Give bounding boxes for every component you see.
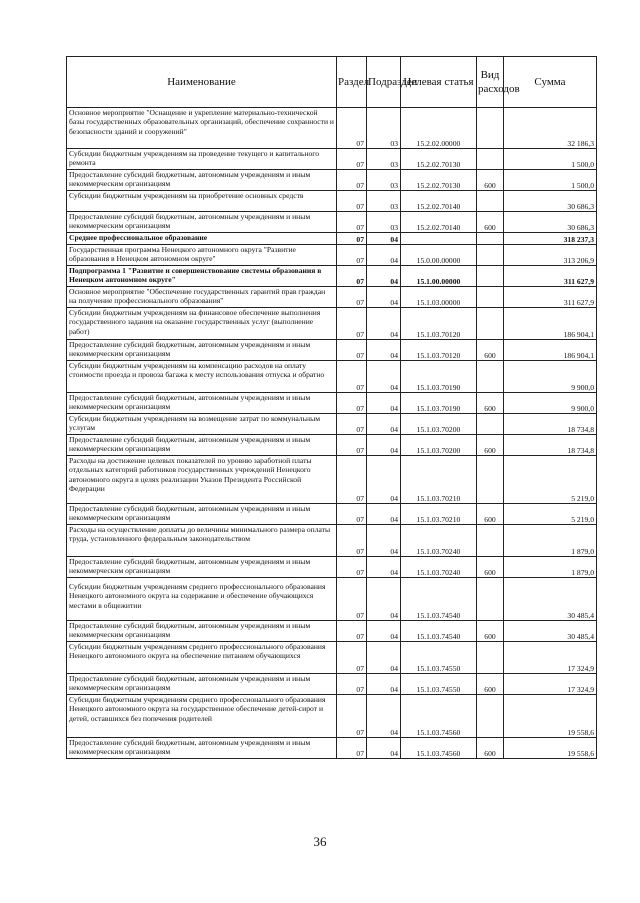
table-row [67, 266, 597, 287]
row-expense-type [477, 233, 504, 245]
row-subsection: 04 [367, 245, 401, 266]
row-expense-type: 600 [477, 674, 504, 695]
row-section: 07 [337, 504, 367, 525]
row-section: 07 [337, 557, 367, 578]
table-row [67, 621, 597, 642]
row-name: Расходы на осуществление доплаты до величины минимального размера оплаты труда, установленного федеральным законодательством [67, 525, 337, 557]
row-target-article: 15.1.03.74540 [401, 578, 477, 621]
table-row [67, 642, 597, 674]
header-section: Раздел [337, 57, 367, 108]
row-subsection: 04 [367, 578, 401, 621]
page-number: 36 [313, 834, 327, 849]
row-target-article: 15.2.02.70140 [401, 191, 477, 212]
row-section: 07 [337, 308, 367, 340]
row-subsection: 04 [367, 525, 401, 557]
row-amount: 30 485,4 [504, 621, 597, 642]
row-section: 07 [337, 456, 367, 504]
table-row [67, 435, 597, 456]
row-name: Предоставление субсидий бюджетным, автономным учреждениям и иным некоммерческим организациям [67, 393, 337, 414]
table-row [67, 108, 597, 149]
row-name: Среднее профессиональное образование [67, 233, 337, 245]
row-subsection: 04 [367, 621, 401, 642]
row-expense-type [477, 414, 504, 435]
row-section: 07 [337, 414, 367, 435]
row-expense-type: 600 [477, 170, 504, 191]
row-expense-type [477, 149, 504, 170]
row-amount: 17 324,9 [504, 642, 597, 674]
row-expense-type: 600 [477, 557, 504, 578]
row-subsection: 04 [367, 414, 401, 435]
row-expense-type [477, 245, 504, 266]
row-section: 07 [337, 642, 367, 674]
row-section: 07 [337, 191, 367, 212]
row-name: Предоставление субсидий бюджетным, автономным учреждениям и иным некоммерческим организациям [67, 557, 337, 578]
row-name: Государственная программа Ненецкого автономного округа "Развитие образования в Ненецком автономном округе" [67, 245, 337, 266]
row-name: Предоставление субсидий бюджетным, автономным учреждениям и иным некоммерческим организациям [67, 170, 337, 191]
row-target-article: 15.2.02.00000 [401, 108, 477, 149]
row-target-article: 15.1.03.70200 [401, 435, 477, 456]
row-expense-type: 600 [477, 340, 504, 361]
row-expense-type: 600 [477, 621, 504, 642]
row-name: Субсидии бюджетным учреждениям среднего профессионального образования Ненецкого автономного округа на государственное обеспечение детей-сирот и детей, оставшихся без попечения родителей [67, 695, 337, 738]
row-subsection: 04 [367, 266, 401, 287]
row-section: 07 [337, 621, 367, 642]
row-expense-type [477, 108, 504, 149]
table-row [67, 674, 597, 695]
table-row [67, 456, 597, 504]
row-target-article: 15.1.03.00000 [401, 287, 477, 308]
table-row [67, 233, 597, 245]
row-expense-type [477, 456, 504, 504]
row-section: 07 [337, 393, 367, 414]
row-target-article: 15.1.03.74540 [401, 621, 477, 642]
row-amount: 5 219,0 [504, 456, 597, 504]
row-name: Расходы на достижение целевых показателей по уровню заработной платы отдельных категорий работников государственных учреждений Ненецкого автономного округа в целях реализации Указов Президента Российской Федерации [67, 456, 337, 504]
header-amount: Сумма [504, 57, 597, 108]
table-row [67, 170, 597, 191]
row-target-article: 15.1.03.70240 [401, 525, 477, 557]
row-subsection: 04 [367, 233, 401, 245]
row-subsection: 03 [367, 191, 401, 212]
row-subsection: 03 [367, 149, 401, 170]
row-subsection: 04 [367, 695, 401, 738]
row-name: Субсидии бюджетным учреждениям на финансовое обеспечение выполнения государственного задания на оказание государственных услуг (выполнение работ) [67, 308, 337, 340]
row-amount: 186 904,1 [504, 308, 597, 340]
row-name: Основное мероприятие "Обеспечение государственных гарантий прав граждан на получение профессионального образования" [67, 287, 337, 308]
row-target-article: 15.1.03.70240 [401, 557, 477, 578]
budget-table [66, 56, 597, 759]
row-target-article: 15.2.02.70140 [401, 212, 477, 233]
row-target-article: 15.1.03.70190 [401, 361, 477, 393]
row-expense-type: 600 [477, 393, 504, 414]
row-section: 07 [337, 435, 367, 456]
row-section: 07 [337, 578, 367, 621]
row-name: Предоставление субсидий бюджетным, автономным учреждениям и иным некоммерческим организациям [67, 738, 337, 759]
table-row [67, 393, 597, 414]
row-subsection: 04 [367, 456, 401, 504]
row-expense-type: 600 [477, 738, 504, 759]
row-section: 07 [337, 170, 367, 191]
row-target-article: 15.1.03.70120 [401, 308, 477, 340]
row-expense-type [477, 266, 504, 287]
row-amount: 1 879,0 [504, 557, 597, 578]
row-amount: 19 558,6 [504, 695, 597, 738]
row-expense-type [477, 308, 504, 340]
row-amount: 311 627,9 [504, 266, 597, 287]
row-name: Субсидии бюджетным учреждениям на приобретение основных средств [67, 191, 337, 212]
row-subsection: 04 [367, 340, 401, 361]
row-target-article: 15.0.00.00000 [401, 245, 477, 266]
row-target-article: 15.2.02.70130 [401, 170, 477, 191]
row-expense-type [477, 578, 504, 621]
header-subsection: Подраздел [367, 57, 401, 108]
row-name: Субсидии бюджетным учреждениям на компенсацию расходов на оплату стоимости проезда и провоза багажа к месту использования отпуска и обратно [67, 361, 337, 393]
row-expense-type [477, 191, 504, 212]
row-section: 07 [337, 738, 367, 759]
row-name: Субсидии бюджетным учреждениям среднего профессионального образования Ненецкого автономного округа на содержание и обеспечение обучающихся местами в общежитии [67, 578, 337, 621]
row-subsection: 03 [367, 108, 401, 149]
row-subsection: 03 [367, 212, 401, 233]
table-row [67, 287, 597, 308]
row-name: Основное мероприятие "Оснащение и укрепление материально-технической базы государственных образовательных организаций, обеспечение сохранности и безопасности зданий и сооружений" [67, 108, 337, 149]
row-name: Предоставление субсидий бюджетным, автономным учреждениям и иным некоммерческим организациям [67, 212, 337, 233]
row-amount: 30 686,3 [504, 212, 597, 233]
row-section: 07 [337, 361, 367, 393]
row-amount: 18 734,8 [504, 435, 597, 456]
table-row [67, 245, 597, 266]
row-section: 07 [337, 266, 367, 287]
row-subsection: 04 [367, 361, 401, 393]
row-amount: 186 904,1 [504, 340, 597, 361]
row-subsection: 04 [367, 642, 401, 674]
table-row [67, 695, 597, 738]
row-section: 07 [337, 149, 367, 170]
row-amount: 9 900,0 [504, 393, 597, 414]
row-name: Предоставление субсидий бюджетным, автономным учреждениям и иным некоммерческим организациям [67, 504, 337, 525]
row-section: 07 [337, 287, 367, 308]
row-section: 07 [337, 674, 367, 695]
row-section: 07 [337, 108, 367, 149]
row-amount: 19 558,6 [504, 738, 597, 759]
row-section: 07 [337, 233, 367, 245]
row-target-article: 15.1.03.74560 [401, 695, 477, 738]
row-target-article: 15.1.03.70120 [401, 340, 477, 361]
row-expense-type: 600 [477, 504, 504, 525]
row-target-article: 15.1.03.70190 [401, 393, 477, 414]
row-section: 07 [337, 245, 367, 266]
table-row [67, 149, 597, 170]
row-target-article: 15.1.03.70210 [401, 456, 477, 504]
table-row [67, 340, 597, 361]
row-section: 07 [337, 212, 367, 233]
table-row [67, 557, 597, 578]
row-subsection: 04 [367, 287, 401, 308]
table-row [67, 738, 597, 759]
row-expense-type [477, 525, 504, 557]
row-target-article [401, 233, 477, 245]
row-target-article: 15.1.03.74560 [401, 738, 477, 759]
row-target-article: 15.1.03.74550 [401, 674, 477, 695]
row-name: Предоставление субсидий бюджетным, автономным учреждениям и иным некоммерческим организациям [67, 340, 337, 361]
row-subsection: 03 [367, 170, 401, 191]
row-expense-type [477, 642, 504, 674]
table-row [67, 525, 597, 557]
row-expense-type [477, 361, 504, 393]
row-subsection: 04 [367, 504, 401, 525]
row-section: 07 [337, 525, 367, 557]
row-name: Субсидии бюджетным учреждениям среднего профессионального образования Ненецкого автономного округа на обеспечение питанием обучающихся [67, 642, 337, 674]
row-amount: 30 686,3 [504, 191, 597, 212]
row-amount: 18 734,8 [504, 414, 597, 435]
table-row [67, 308, 597, 340]
row-amount: 5 219,0 [504, 504, 597, 525]
table-row [67, 361, 597, 393]
table-row [67, 578, 597, 621]
row-amount: 30 485,4 [504, 578, 597, 621]
row-amount: 313 206,9 [504, 245, 597, 266]
row-amount: 1 500,0 [504, 170, 597, 191]
row-target-article: 15.1.03.70210 [401, 504, 477, 525]
row-amount: 17 324,9 [504, 674, 597, 695]
header-target-article: Целевая статья [401, 57, 477, 108]
table-row [67, 414, 597, 435]
header-row [67, 57, 597, 108]
row-amount: 1 879,0 [504, 525, 597, 557]
row-target-article: 15.2.02.70130 [401, 149, 477, 170]
table-row [67, 191, 597, 212]
row-expense-type [477, 287, 504, 308]
row-subsection: 04 [367, 557, 401, 578]
row-name: Подпрограмма 1 "Развитие и совершенствование системы образования в Ненецком автономном округе" [67, 266, 337, 287]
row-subsection: 04 [367, 435, 401, 456]
row-amount: 1 500,0 [504, 149, 597, 170]
row-name: Субсидии бюджетным учреждениям на проведение текущего и капитального ремонта [67, 149, 337, 170]
row-name: Предоставление субсидий бюджетным, автономным учреждениям и иным некоммерческим организациям [67, 435, 337, 456]
row-subsection: 04 [367, 393, 401, 414]
header-expense-type: Вид расходов [477, 57, 504, 108]
row-name: Предоставление субсидий бюджетным, автономным учреждениям и иным некоммерческим организациям [67, 674, 337, 695]
row-target-article: 15.1.00.00000 [401, 266, 477, 287]
row-subsection: 04 [367, 674, 401, 695]
row-section: 07 [337, 695, 367, 738]
row-subsection: 04 [367, 308, 401, 340]
row-expense-type: 600 [477, 212, 504, 233]
row-expense-type [477, 695, 504, 738]
row-amount: 32 186,3 [504, 108, 597, 149]
row-subsection: 04 [367, 738, 401, 759]
row-expense-type: 600 [477, 435, 504, 456]
header-name: Наименование [67, 57, 337, 108]
row-target-article: 15.1.03.70200 [401, 414, 477, 435]
row-name: Предоставление субсидий бюджетным, автономным учреждениям и иным некоммерческим организациям [67, 621, 337, 642]
row-amount: 9 900,0 [504, 361, 597, 393]
row-amount: 311 627,9 [504, 287, 597, 308]
row-section: 07 [337, 340, 367, 361]
table-row [67, 504, 597, 525]
row-name: Субсидии бюджетным учреждениям на возмещение затрат по коммунальным услугам [67, 414, 337, 435]
row-amount: 318 237,3 [504, 233, 597, 245]
row-target-article: 15.1.03.74550 [401, 642, 477, 674]
table-row [67, 212, 597, 233]
